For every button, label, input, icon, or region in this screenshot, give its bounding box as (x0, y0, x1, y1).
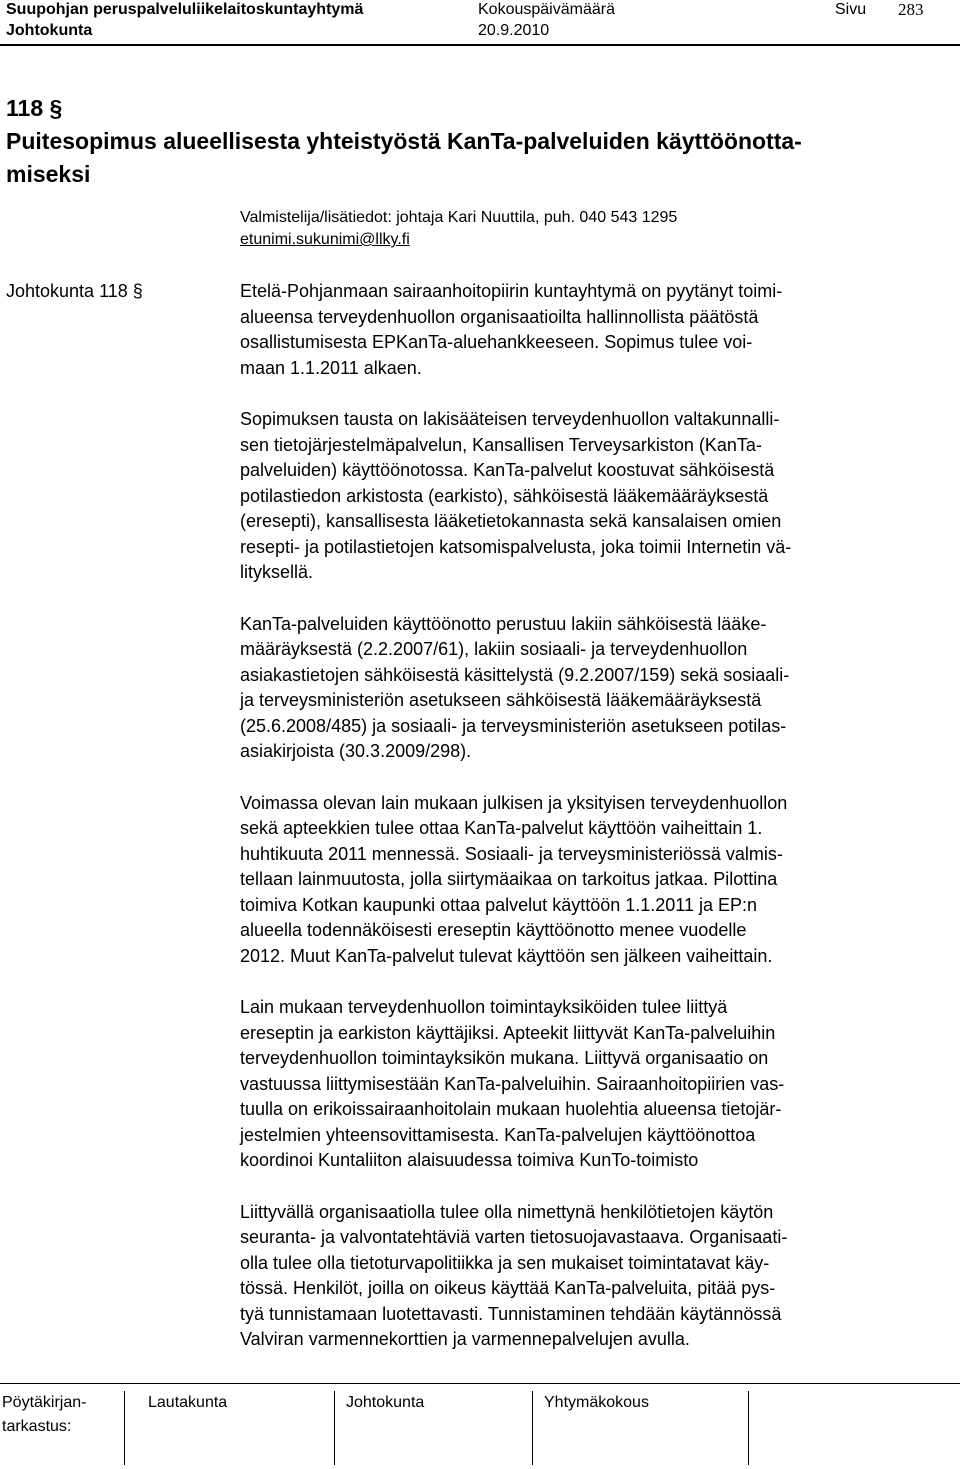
organization-name: Suupohjan peruspalveluliikelaitoskuntayhtymä (6, 1, 364, 18)
footer-col-yhtymakokous: Yhtymäkokous (544, 1394, 649, 1411)
paragraph: Sopimuksen tausta on lakisääteisen terveydenhuollon valtakunnalli- sen tietojärjestelmäpalvelun, Kansallisen Terveysarkiston (KanTa- palveluiden) käyttöönotossa. KanTa-palvelut koostuvat sähköisestä potilastiedon arkistosta (earkisto), sähköisestä lääkemääräyksestä (eresepti), kansallisesta lääketietokannasta sekä kansalaisen omien resepti- ja potilastietojen katsomispalvelusta, joka toimii Internetin vä- lityksellä. (240, 409, 792, 582)
paragraph: Etelä-Pohjanmaan sairaanhoitopiirin kuntayhtymä on pyytänyt toimi- alueensa terveydenhuollon organisaatioilta hallinnollista päätöstä osallistumisesta EPKanTa-aluehankkeeseen. Sopimus tulee voi- maan 1.1.2011 alkaen. (240, 281, 783, 378)
footer-col-lautakunta: Lautakunta (148, 1394, 228, 1411)
paragraph: Voimassa olevan lain mukaan julkisen ja yksityisen terveydenhuollon sekä apteekkien tulee ottaa KanTa-palvelut käyttöön vaiheittain 1. huhtikuuta 2011 mennessä. Sosiaali- ja terveysministeriössä valmis- tellaan lainmuutosta, jolla siirtymäaikaa on tarkoitus jatkaa. Pilottina toimiva Kotkan kaupunki ottaa palvelut käyttöön 1.1.2011 ja EP:n alueella todennäköisesti ereseptin käyttöönotto menee vuodelle 2012. Muut KanTa-palvelut tulevat käyttöön sen jälkeen vaiheittain. (240, 792, 788, 966)
page-footer (0, 1383, 960, 1469)
title-line: Puitesopimus alueellisesta yhteistyöstä KanTa-palveluiden käyttöönotta- (6, 128, 802, 154)
title-line: miseksi (6, 161, 91, 187)
paragraph: Liittyvällä organisaatiolla tulee olla nimettynä henkilötietojen käytön seuranta- ja valvontatehtäviä varten tietosuojavastaava. Organisaati- olla tulee olla tietoturvapolitiikka ja sen mukaiset toimintatavat käy- tössä. Henkilöt, joilla on oikeus käyttää KanTa-palveluita, pitää pys- tyä tunnistamaan luotettavasti. Tunnistaminen tehdään käytännössä Valviran varmennekorttien ja varmennepalvelujen avulla. (240, 1201, 788, 1349)
page-number: 283 (898, 0, 924, 19)
footer-divider (748, 1391, 749, 1465)
footer-inspection-label: Pöytäkirjan- (2, 1394, 87, 1411)
footer-divider (532, 1391, 533, 1465)
paragraph: KanTa-palveluiden käyttöönotto perustuu lakiin sähköisestä lääke- määräyksestä (2.2.2007/61), lakiin sosiaali- ja terveydenhuollon asiakastietojen sähköisestä käsittelystä (9.2.2007/159) sekä sosiaali- ja terveysministeriön asetukseen sähköisestä lääkemääräyksestä (25.6.2008/485) ja sosiaali- ja terveysministeriön asetukseen potilas- asiakirjoista (30.3.2009/298). (240, 613, 790, 761)
page-label: Sivu (835, 1, 867, 18)
section-label: Johtokunta 118 § (6, 281, 143, 301)
page-header (0, 0, 960, 44)
footer-inspection-label: tarkastus: (2, 1418, 72, 1435)
footer-divider (334, 1391, 335, 1465)
meeting-date-label: Kokouspäivämäärä (478, 1, 615, 18)
footer-col-johtokunta: Johtokunta (346, 1394, 425, 1411)
preparer-info (240, 207, 677, 251)
body-name: Johtokunta (6, 22, 93, 39)
meeting-date: 20.9.2010 (478, 22, 550, 39)
header-rule (0, 44, 960, 46)
section-title (6, 92, 946, 191)
paragraph: Lain mukaan terveydenhuollon toimintayksiköiden tulee liittyä ereseptin ja earkiston käyttäjiksi. Apteekit liittyvät KanTa-palveluihin terveydenhuollon toimintayksikön mukana. Liittyvä organisaatio on vastuussa liittymisestään KanTa-palveluihin. Sairaanhoitopiirien vas- tuulla on erikoissairaanhoitolain mukaan huolehtia alueensa tietojär- jestelmien yhteensovittamisesta. KanTa-palvelujen käyttöönottoa koordinoi Kuntaliiton alaisuudessa toimiva KunTo-toimisto (240, 997, 785, 1170)
title-section-number: 118 § (6, 95, 63, 121)
preparer-line: Valmistelija/lisätiedot: johtaja Kari Nuuttila, puh. 040 543 1295 (240, 209, 678, 226)
footer-rule (0, 1383, 960, 1384)
preparer-email-link[interactable]: etunimi.sukunimi@llky.fi (240, 231, 410, 248)
footer-divider (124, 1391, 125, 1465)
document-body (240, 279, 930, 1379)
